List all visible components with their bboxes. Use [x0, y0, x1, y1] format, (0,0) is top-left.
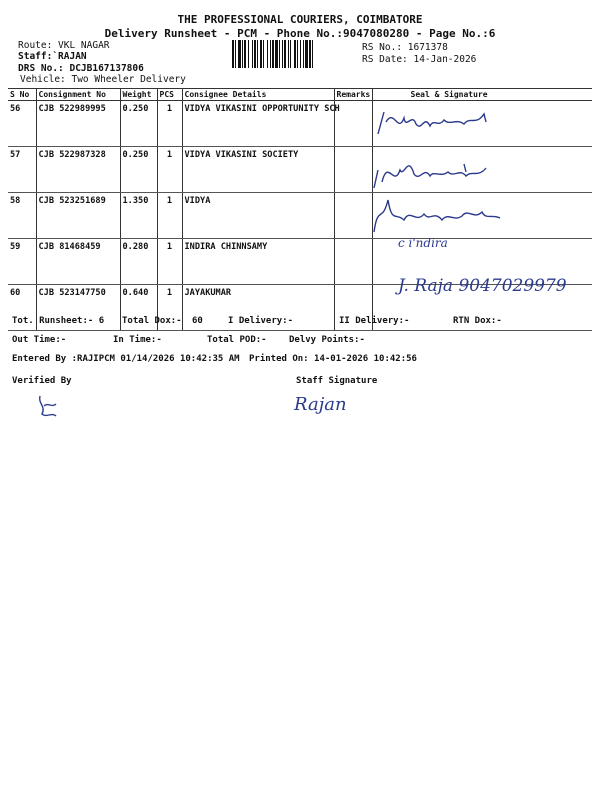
- barcode-bar: [257, 40, 258, 68]
- cell-sno: 57: [8, 147, 36, 193]
- signature-row-57: [368, 148, 498, 192]
- route-label: Route: VKL NAGAR: [18, 40, 110, 51]
- barcode-bar: [288, 40, 289, 68]
- total-dox-value: 60: [192, 316, 203, 326]
- cell-sno: 59: [8, 239, 36, 285]
- cell-weight: 0.250: [120, 101, 157, 147]
- barcode-bar: [272, 40, 274, 68]
- barcode-bar: [282, 40, 283, 68]
- signature-row-58: [370, 194, 510, 236]
- cell-consignee: VIDYA VIKASINI OPPORTUNITY SCH: [182, 101, 334, 147]
- cell-consignment: CJB 523251689: [36, 193, 120, 239]
- col-header-remarks: Remarks: [334, 89, 372, 101]
- total-dox-label: Total Dox:-: [122, 316, 182, 326]
- barcode-bar: [254, 40, 256, 68]
- rtn-dox: RTN Dox:-: [453, 316, 502, 326]
- barcode-bar: [267, 40, 268, 68]
- cell-remarks: [334, 147, 372, 193]
- barcode-bar: [297, 40, 298, 68]
- barcode-bar: [248, 40, 249, 68]
- rs-date: RS Date: 14-Jan-2026: [362, 54, 477, 65]
- barcode-bar: [252, 40, 253, 68]
- staff-signature: Rajan: [294, 394, 347, 415]
- table-row: [8, 147, 592, 193]
- cell-sno: 56: [8, 101, 36, 147]
- col-header-seal-signature: Seal & Signature: [372, 89, 592, 101]
- barcode-bar: [305, 40, 308, 68]
- cell-weight: 0.640: [120, 285, 157, 331]
- signature-row-59: c i'ndira: [398, 236, 448, 250]
- cell-sno: 60: [8, 285, 36, 331]
- cell-consignee: VIDYA: [182, 193, 334, 239]
- barcode-bar: [290, 40, 291, 68]
- cell-pcs: 1: [157, 101, 182, 147]
- staff-signature-label: Staff Signature: [296, 376, 378, 386]
- cell-pcs: 1: [157, 239, 182, 285]
- barcode-bar: [294, 40, 296, 68]
- col-header-consignment: Consignment No: [36, 89, 120, 101]
- signature-row-56: [372, 104, 502, 140]
- cell-pcs: 1: [157, 285, 182, 331]
- in-time: In Time:-: [113, 335, 162, 345]
- drs-number: DRS No.: DCJB167137806: [18, 63, 144, 74]
- i-delivery: I Delivery:-: [228, 316, 294, 326]
- verified-by-label: Verified By: [12, 376, 72, 386]
- page-title: THE PROFESSIONAL COURIERS, COIMBATORE: [177, 13, 423, 26]
- barcode-bar: [312, 40, 313, 68]
- signature-row-60: J. Raja 9047029979: [398, 276, 567, 296]
- staff-label: Staff:`RAJAN: [18, 51, 87, 62]
- page-subtitle: Delivery Runsheet - PCM - Phone No.:9047080280 - Page No.:6: [104, 27, 496, 40]
- col-header-sno: S No: [8, 89, 36, 101]
- barcode: [232, 40, 356, 68]
- barcode-bar: [279, 40, 280, 68]
- barcode-bar: [309, 40, 311, 68]
- cell-sno: 58: [8, 193, 36, 239]
- vehicle-label: Vehicle: Two Wheeler Delivery: [20, 74, 186, 85]
- barcode-bar: [242, 40, 243, 68]
- ii-delivery: II Delivery:-: [339, 316, 410, 326]
- col-header-pcs: PCS: [157, 89, 182, 101]
- col-header-weight: Weight: [120, 89, 157, 101]
- barcode-bar: [235, 40, 236, 68]
- table-header-row: [8, 89, 592, 101]
- total-pod: Total POD:-: [207, 335, 267, 345]
- cell-weight: 0.250: [120, 147, 157, 193]
- printed-on: Printed On: 14-01-2026 10:42:56: [249, 354, 417, 364]
- delvy-points: Delvy Points:-: [289, 335, 365, 345]
- cell-weight: 0.280: [120, 239, 157, 285]
- barcode-bar: [270, 40, 271, 68]
- cell-remarks: [334, 239, 372, 285]
- table-row: [8, 101, 592, 147]
- barcode-bar: [284, 40, 286, 68]
- cell-consignee: JAYAKUMAR: [182, 285, 334, 331]
- verified-by-signature: [34, 392, 64, 422]
- rs-number: RS No.: 1671378: [362, 42, 448, 53]
- cell-consignment: CJB 81468459: [36, 239, 120, 285]
- out-time: Out Time:-: [12, 335, 67, 345]
- cell-weight: 1.350: [120, 193, 157, 239]
- col-header-consignee: Consignee Details: [182, 89, 334, 101]
- cell-consignee: INDIRA CHINNSAMY: [182, 239, 334, 285]
- cell-consignee: VIDYA VIKASINI SOCIETY: [182, 147, 334, 193]
- cell-pcs: 1: [157, 147, 182, 193]
- tot-runsheet: Tot. Runsheet:- 6: [12, 316, 105, 326]
- cell-consignment: CJB 522987328: [36, 147, 120, 193]
- cell-consignment: CJB 522989995: [36, 101, 120, 147]
- barcode-bar: [263, 40, 264, 68]
- entered-by: Entered By :RAJIPCM 01/14/2026 10:42:35 AM: [12, 354, 240, 364]
- barcode-bar: [300, 40, 301, 68]
- barcode-bar: [303, 40, 304, 68]
- cell-pcs: 1: [157, 193, 182, 239]
- cell-consignment: CJB 523147750: [36, 285, 120, 331]
- cell-remarks: [334, 193, 372, 239]
- barcode-bar: [244, 40, 246, 68]
- barcode-bar: [260, 40, 262, 68]
- barcode-bar: [275, 40, 278, 68]
- barcode-bar: [238, 40, 241, 68]
- barcode-bar: [232, 40, 234, 68]
